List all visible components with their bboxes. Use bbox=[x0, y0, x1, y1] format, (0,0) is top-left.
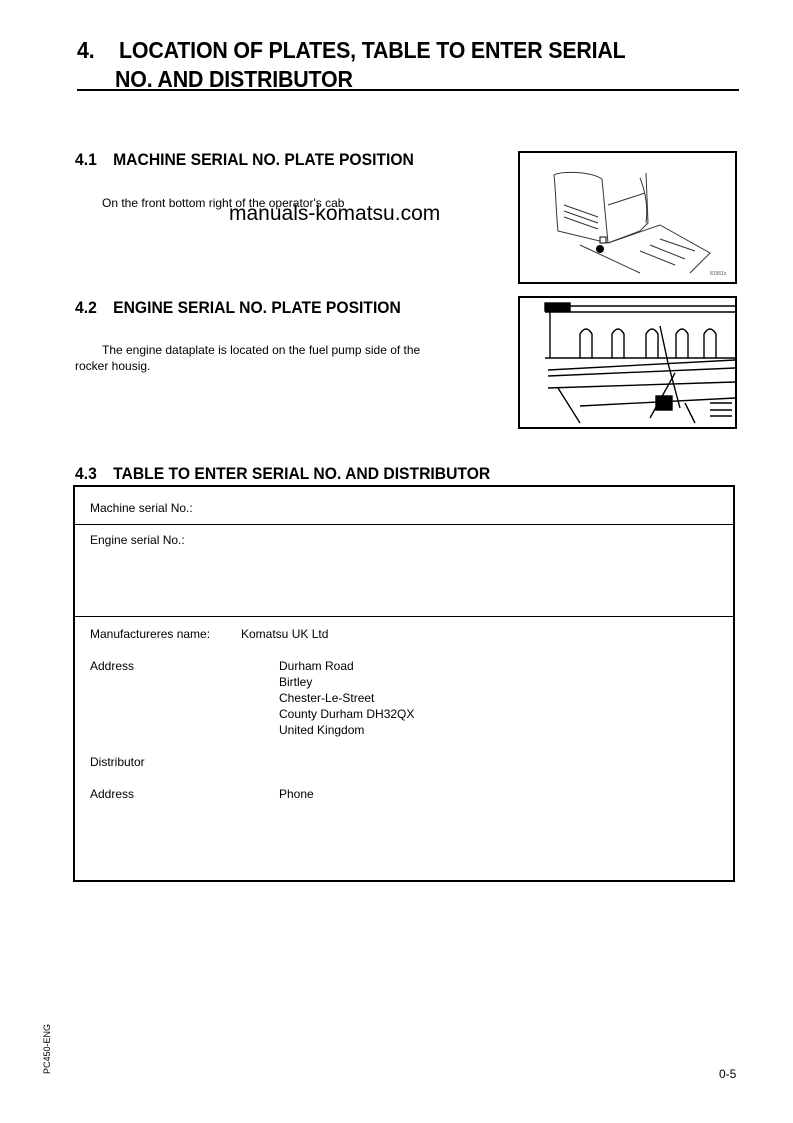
figure-machine-serial-plate bbox=[518, 151, 737, 284]
row-divider bbox=[75, 524, 733, 525]
phone-label: Phone bbox=[279, 787, 314, 801]
heading-rule bbox=[77, 89, 739, 91]
distributor-address-label: Address bbox=[90, 787, 135, 801]
section-number: 4.3 bbox=[75, 465, 97, 483]
distributor-label: Distributor bbox=[90, 755, 145, 769]
section-title: ENGINE SERIAL NO. PLATE POSITION bbox=[113, 299, 401, 317]
chapter-heading bbox=[77, 36, 626, 65]
svg-text:81961z: 81961z bbox=[710, 271, 727, 277]
row-divider bbox=[75, 616, 733, 617]
address-line-4: County Durham DH32QX bbox=[279, 707, 415, 721]
machine-serial-label: Machine serial No.: bbox=[90, 501, 193, 515]
address-line-2: Birtley bbox=[279, 675, 313, 689]
manufacturer-label: Manufactureres name: bbox=[90, 627, 211, 641]
section-title: TABLE TO ENTER SERIAL NO. AND DISTRIBUTOR bbox=[113, 465, 491, 483]
figure-engine-serial-plate bbox=[518, 296, 737, 429]
chapter-title-line2: NO. AND DISTRIBUTOR bbox=[115, 66, 353, 92]
document-code: PC450-ENG bbox=[42, 1023, 52, 1074]
section-4-3-heading bbox=[75, 464, 490, 484]
section-number: 4.2 bbox=[75, 299, 97, 317]
section-number: 4.1 bbox=[75, 151, 97, 169]
watermark: manuals-komatsu.com bbox=[229, 202, 441, 225]
section-4-1-heading bbox=[75, 150, 414, 170]
chapter-title-line1: LOCATION OF PLATES, TABLE TO ENTER SERIAL bbox=[119, 37, 626, 63]
cab-illustration-icon bbox=[520, 153, 735, 282]
engine-illustration-icon bbox=[520, 298, 735, 427]
section-4-2-text-line2: rocker housig. bbox=[75, 359, 151, 373]
address-line-3: Chester-Le-Street bbox=[279, 691, 375, 705]
address-line-1: Durham Road bbox=[279, 659, 354, 673]
section-4-1-text: On the front bottom right of the operator's cab bbox=[102, 196, 345, 210]
page-number: 0-5 bbox=[719, 1067, 737, 1081]
chapter-number: 4. bbox=[77, 37, 95, 63]
section-4-2-text-line1: The engine dataplate is located on the fuel pump side of the bbox=[102, 343, 421, 357]
manufacturer-value: Komatsu UK Ltd bbox=[241, 627, 329, 641]
address-line-5: United Kingdom bbox=[279, 723, 365, 737]
address-label: Address bbox=[90, 659, 135, 673]
engine-serial-label: Engine serial No.: bbox=[90, 533, 185, 547]
section-4-2-heading bbox=[75, 298, 401, 318]
serial-distributor-table bbox=[73, 485, 735, 882]
section-title: MACHINE SERIAL NO. PLATE POSITION bbox=[113, 151, 414, 169]
